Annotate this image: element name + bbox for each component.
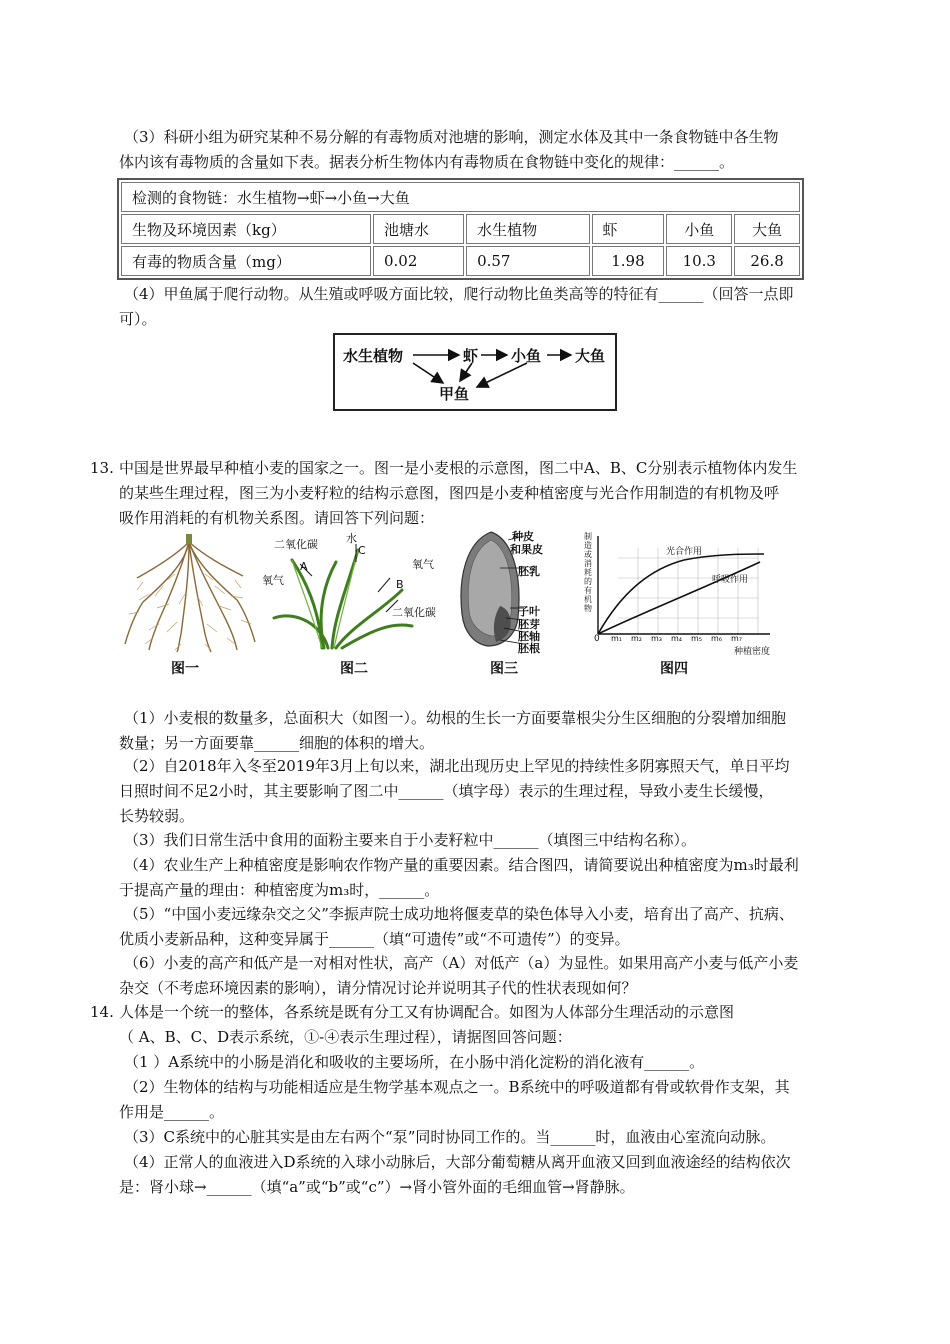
fig2-label-c: C <box>358 544 366 557</box>
q14-part2-line1: （2）生物体的结构与功能相适应是生物学基本观点之一。B系统中的呼吸道都有骨或软骨作支架，其 <box>124 1078 790 1096</box>
toxin-table-title: 检测的食物链：水生植物→虾→小鱼→大鱼 <box>121 182 800 212</box>
fig2-label-a: A <box>300 560 308 573</box>
fig4-xlabel: 种植密度 <box>734 647 771 657</box>
fig3-label-radicle: 胚根 <box>518 642 540 655</box>
fig4-origin: 0 <box>594 634 600 644</box>
fig4-tick-m6: m₆ <box>711 634 722 643</box>
table-cell: 1.98 <box>592 246 665 276</box>
figure-1-caption: 图一 <box>171 661 199 677</box>
food-web-diagram <box>333 333 617 411</box>
fig3-label-endosperm: 胚乳 <box>518 565 540 578</box>
chain-plant: 水生植物 <box>343 347 404 365</box>
q12-part4-line1: （4）甲鱼属于爬行动物。从生殖或呼吸方面比较，爬行动物比鱼类高等的特征有______（回答一点即 <box>124 285 794 303</box>
q13-part2-line1: （2）自2018年入冬至2019年3月上旬以来，湖北出现历史上罕见的持续性多阴寡照天气，单日平均 <box>124 757 790 775</box>
table-cell: 水生植物 <box>466 214 589 244</box>
fig4-tick-m5: m₅ <box>691 634 702 643</box>
chain-big-fish: 大鱼 <box>575 347 606 365</box>
table-cell: 小鱼 <box>666 214 732 244</box>
q14-intro-line2: （ A、B、C、D表示系统，①-④表示生理过程），请据图回答问题： <box>119 1028 572 1046</box>
table-cell: 0.02 <box>373 246 464 276</box>
q13-part4-line2: 于提高产量的理由：种植密度为m₃时，______。 <box>119 881 440 899</box>
chain-turtle: 甲鱼 <box>439 385 470 403</box>
q14-part1: （1 ）A系统中的小肠是消化和吸收的主要场所，在小肠中消化淀粉的消化液有______。 <box>124 1053 705 1071</box>
fig4-tick-m2: m₂ <box>631 634 642 643</box>
table-row <box>121 214 800 244</box>
fig4-tick-m4: m₄ <box>671 634 682 643</box>
table-cell: 大鱼 <box>734 214 800 244</box>
q12-part4-line2: 可）。 <box>119 310 157 328</box>
fig2-label-co2-bottom: 二氧化碳 <box>392 606 436 619</box>
q13-part5-line1: （5）“中国小麦远缘杂交之父”李振声院士成功地将偃麦草的染色体导入小麦，培育出了高产、抗病、 <box>124 905 794 923</box>
food-web-arrows <box>335 335 615 409</box>
q13-part1-line1: （1）小麦根的数量多，总面积大（如图一）。幼根的生长一方面要靠根尖分生区细胞的分裂增加细胞 <box>124 709 787 727</box>
fig3-label-cotyledon: 子叶 <box>518 605 540 618</box>
q13-number: 13. <box>90 459 114 477</box>
fig4-tick-m7: m₇ <box>731 634 742 643</box>
q14-number: 14. <box>90 1003 114 1021</box>
fig4-tick-m3: m₃ <box>651 634 662 643</box>
fig3-label-hypocotyl: 胚轴 <box>518 630 540 643</box>
q13-part6-line1: （6）小麦的高产和低产是一对相对性状，高产（A）对低产（a）为显性。如果用高产小麦与低产小麦 <box>124 954 799 972</box>
q13-part2-line2: 日照时间不足2小时，其主要影响了图二中______（填字母）表示的生理过程，导致小麦生长缓慢， <box>119 782 774 800</box>
fig3-label-seed-coat: 种皮 <box>512 530 534 543</box>
toxin-table <box>117 178 804 280</box>
q13-part6-line2: 杂交（不考虑环境因素的影响），请分情况讨论并说明其子代的性状表现如何？ <box>119 979 637 997</box>
table-row <box>121 246 800 276</box>
fig4-ylabel: 制造或消耗的有机物 <box>584 532 592 613</box>
figure-1-wheat-root <box>119 534 259 677</box>
q14-part2-line2: 作用是______。 <box>119 1103 225 1121</box>
chain-small-fish: 小鱼 <box>511 347 542 365</box>
table-cell: 26.8 <box>734 246 800 276</box>
figure-2-wheat-plant <box>262 530 452 675</box>
q13-part5-line2: 优质小麦新品种，这种变异属于______（填“可遗传”或“不可遗传”）的变异。 <box>119 930 630 948</box>
q13-part1-line2: 数量；另一方面要靠______细胞的体积的增大。 <box>119 734 435 752</box>
q14-part4-line2: 是：肾小球→______（填“a”或“b”或“c”）→肾小管外面的毛细血管→肾静脉。 <box>119 1178 635 1196</box>
fig4-label-respiration: 呼吸作用 <box>712 575 749 585</box>
fig2-label-o2-right: 氧气 <box>412 558 434 571</box>
figure-3-wheat-grain <box>456 528 574 678</box>
q12-part3-line2: 体内该有毒物质的含量如下表。据表分析生物体内有毒物质在食物链中变化的规律：______。 <box>119 153 735 171</box>
table-cell: 有毒的物质含量（mg） <box>121 246 371 276</box>
table-cell: 池塘水 <box>373 214 464 244</box>
figure-4-caption: 图四 <box>660 661 688 677</box>
chain-shrimp: 虾 <box>463 347 479 365</box>
table-cell: 0.57 <box>466 246 589 276</box>
q13-intro-line2: 的某些生理过程，图三为小麦籽粒的结构示意图，图四是小麦种植密度与光合作用制造的有机物及呼 <box>119 484 780 502</box>
table-cell: 生物及环境因素（kg） <box>121 214 371 244</box>
table-cell: 虾 <box>592 214 665 244</box>
q13-part4-line1: （4）农业生产上种植密度是影响农作物产量的重要因素。结合图四，请简要说出种植密度为m₃时最利 <box>124 856 799 874</box>
q13-intro-line3: 吸作用消耗的有机物关系图。请回答下列问题： <box>119 509 435 527</box>
q13-part3-line1: （3）我们日常生活中食用的面粉主要来自于小麦籽粒中______（填图三中结构名称）。 <box>124 831 697 849</box>
q12-part3-line1: （3）科研小组为研究某种不易分解的有毒物质对池塘的影响，测定水体及其中一条食物链中各生物 <box>124 128 779 146</box>
fig2-label-co2-top: 二氧化碳 <box>274 538 318 551</box>
fig4-label-photosynthesis: 光合作用 <box>666 547 703 557</box>
q13-intro-line1: 中国是世界最早种植小麦的国家之一。图一是小麦根的示意图，图二中A、B、C分别表示植物体内发生 <box>119 459 798 477</box>
table-cell: 10.3 <box>666 246 732 276</box>
figure-3-caption: 图三 <box>490 661 518 677</box>
q14-intro-line1: 人体是一个统一的整体，各系统是既有分工又有协调配合。如图为人体部分生理活动的示意图 <box>119 1003 735 1021</box>
fig3-label-pericarp: 和果皮 <box>510 543 543 556</box>
fig4-tick-m1: m₁ <box>611 634 622 643</box>
fig2-label-b: B <box>396 578 404 591</box>
fig3-label-plumule: 胚芽 <box>518 618 540 631</box>
wheat-root-illustration <box>119 534 259 654</box>
fig2-label-o2-left: 氧气 <box>262 574 284 587</box>
figure-4-density-graph <box>584 528 784 678</box>
q13-part2-line3: 长势较弱。 <box>119 807 195 825</box>
q14-part4-line1: （4）正常人的血液进入D系统的入球小动脉后，大部分葡萄糖从离开血液又回到血液途经的结构依次 <box>124 1153 791 1171</box>
figure-2-caption: 图二 <box>340 661 368 677</box>
fig2-label-water: 水 <box>346 532 357 545</box>
q14-part3: （3）C系统中的心脏其实是由左右两个“泵”同时协同工作的。当______时，血液由心室流向动脉。 <box>124 1128 776 1146</box>
